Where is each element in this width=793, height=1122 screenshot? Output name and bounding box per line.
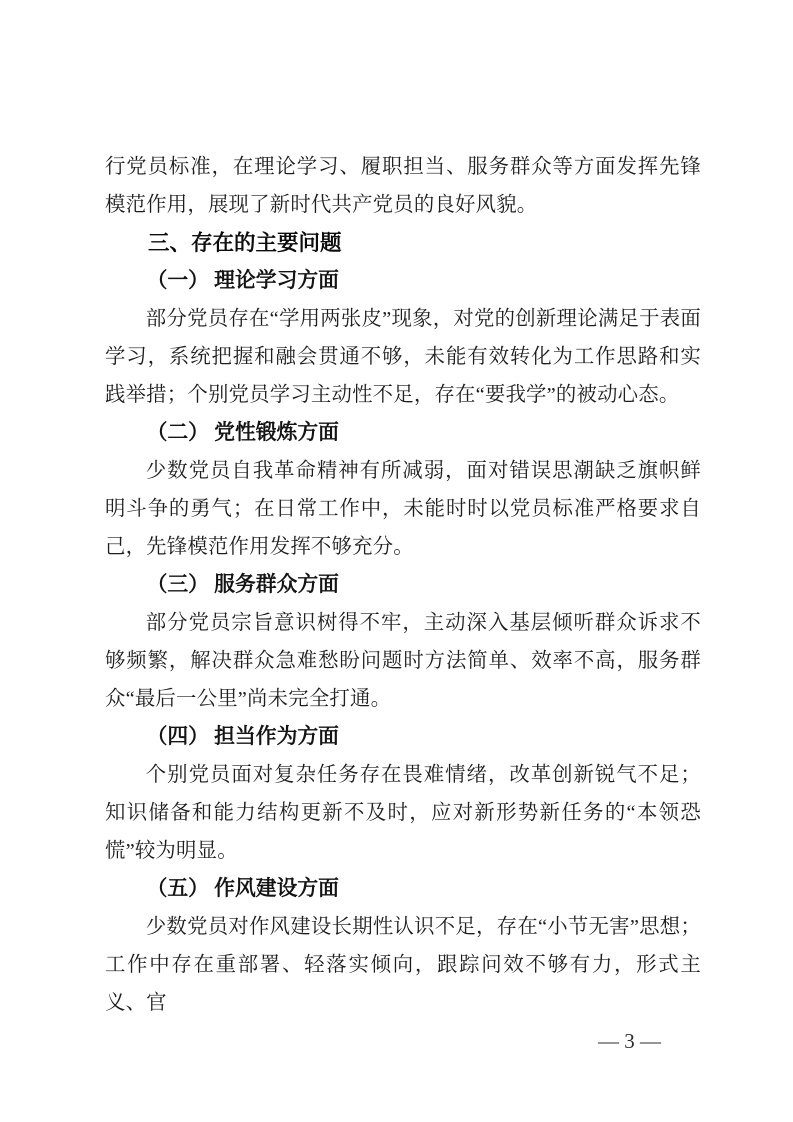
body-paragraph: 部分党员存在“学用两张皮”现象，对党的创新理论满足于表面学习，系统把握和融会贯通不够，未能有效转化为工作思路和实践举措；个别党员学习主动性不足，存在“要我学”的被动心态。	[105, 308, 701, 406]
document-body	[105, 148, 701, 1022]
subsection-heading-party-spirit: （二） 党性锻炼方面	[146, 421, 339, 444]
page-number: — 3 —	[598, 1029, 661, 1053]
body-paragraph-continued: 行党员标准，在理论学习、履职担当、服务群众等方面发挥先锋模范作用，展现了新时代共产党员的良好风貌。	[105, 156, 701, 216]
body-paragraph-truncated: 少数党员对作风建设长期性认识不足，存在“小节无害”思想；工作中存在重部署、轻落实倾向，跟踪问效不够有力，形式主义、官	[105, 916, 701, 1014]
section-heading: 三、存在的主要问题	[148, 231, 342, 255]
body-paragraph: 个别党员面对复杂任务存在畏难情绪，改革创新锐气不足；知识储备和能力结构更新不及时，应对新形势新任务的“本领恐慌”较为明显。	[105, 764, 701, 862]
subsection-heading-serving-masses: （三） 服务群众方面	[146, 573, 339, 596]
subsection-heading-responsibility: （四） 担当作为方面	[146, 725, 339, 748]
body-paragraph: 少数党员自我革命精神有所减弱，面对错误思潮缺乏旗帜鲜明斗争的勇气；在日常工作中，未能时时以党员标准严格要求自己，先锋模范作用发挥不够充分。	[105, 460, 701, 558]
subsection-heading-work-style: （五） 作风建设方面	[146, 877, 339, 900]
body-paragraph: 部分党员宗旨意识树得不牢，主动深入基层倾听群众诉求不够频繁，解决群众急难愁盼问题时方法简单、效率不高，服务群众“最后一公里”尚未完全打通。	[105, 612, 701, 710]
subsection-heading-theory-study: （一） 理论学习方面	[146, 269, 339, 292]
